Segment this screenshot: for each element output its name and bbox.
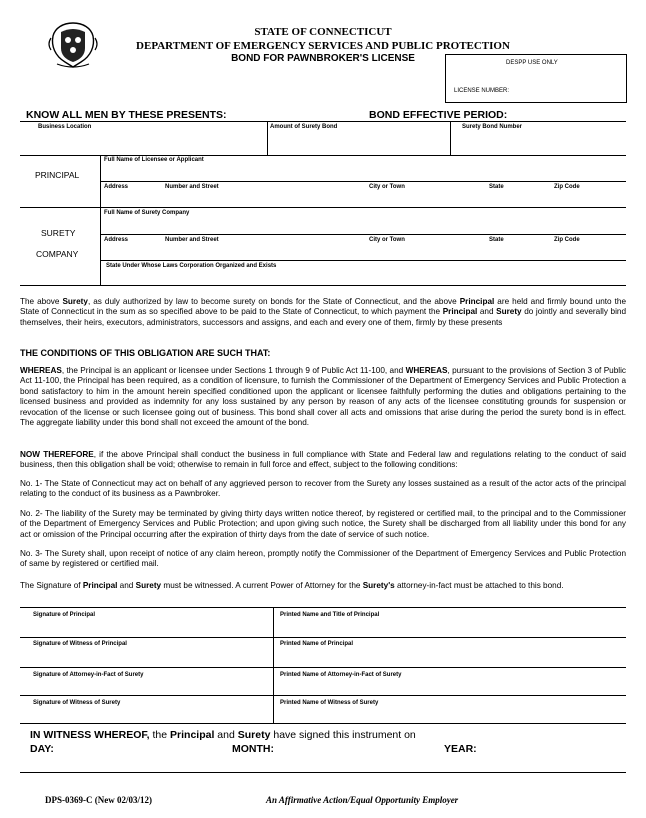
binding-paragraph: The above Surety, as duly authorized by law to become surety on bonds for the State of Connecticut, and the above Principal are held and firmly bound unto the State of Connecticut in the sum as so specified above to be paid to the State of Connecticut, to which payment the Principal and Surety do jointly and severally bind themselves, their heirs, executors, administrators, successors and assigns, and each and every one of them, firmly by these presents [20,297,626,327]
principal-witness-signature-field[interactable]: Signature of Witness of Principal [33,641,127,647]
office-use-box [445,54,627,103]
surety-witness-signature-field[interactable]: Signature of Witness of Surety [33,700,121,706]
whereas-paragraph: WHEREAS, the Principal is an applicant or licensee under Sections 1 through 9 of Public Act 11-100, and WHEREAS, pursuant to the provisions of Section 3 of Public Act 11-100, the Principal has been required, as a condition of licensure, to furnish the Commissioner of the Department of Emergency Services and Public Protection a bond satisfactory to him in the amount herein specified conditioned upon the applicant or licensee faithfully performing the duties and obligations pertaining to the licensed business and provided as indemnity for any loss sustained by any person by reason of any acts of the licensee constituting grounds for suspension or revocation of the license or such licensee going out of business. This bond shall cover all acts and omissions that arise during the period the surety bond is in effect. The aggregate liability under this bond shall not exceed the amount of the bond. [20,366,626,428]
surety-name-field[interactable]: Full Name of Surety Company [104,210,190,216]
surety-street-label: Number and Street [165,237,219,243]
surety-city-field[interactable]: City or Town [369,237,405,243]
year-field[interactable]: YEAR: [444,743,477,755]
conditions-heading: THE CONDITIONS OF THIS OBLIGATION ARE SUCH THAT: [20,348,271,358]
bond-number-field[interactable]: Surety Bond Number [462,124,523,130]
state-title: STATE OF CONNECTICUT [254,26,392,38]
know-all-heading: KNOW ALL MEN BY THESE PRESENTS: [26,109,227,121]
license-number-field[interactable]: LICENSE NUMBER: [454,88,510,94]
principal-name-field[interactable]: Full Name of Licensee or Applicant [104,157,204,163]
company-label: COMPANY [36,249,79,259]
principal-printed-name-field[interactable]: Printed Name of Principal [280,641,354,647]
condition-3: No. 3- The Surety shall, upon receipt of notice of any claim hereon, promptly notify the Commissioner of the Department of Emergency Services and Public Protection of same by registered or certified mail. [20,549,626,569]
principal-city-field[interactable]: City or Town [369,184,405,190]
surety-label: SURETY [41,228,76,238]
principal-address-field[interactable]: Address [104,184,129,190]
effective-period-heading: BOND EFFECTIVE PERIOD: [369,109,508,121]
surety-state-field[interactable]: State [489,237,504,243]
surety-witness-printed-name-field[interactable]: Printed Name of Witness of Surety [280,700,379,706]
witness-statement: IN WITNESS WHEREOF, the Principal and Surety have signed this instrument on [30,729,416,741]
signature-instructions: The Signature of Principal and Surety must be witnessed. A current Power of Attorney for the Surety's attorney-in-fact must be attached to this bond. [20,581,564,590]
employer-statement: An Affirmative Action/Equal Opportunity Employer [266,795,459,805]
office-use-label: DESPP USE ONLY [506,60,558,66]
form-number: DPS-0369-C (New 02/03/12) [45,795,152,805]
condition-2: No. 2- The liability of the Surety may be terminated by giving thirty days written notice thereof, by registered or certified mail, to the principal and to the Commissioner of the Department of Emergency Services and Public Protection; and upon giving such notice, the Surety shall be discharged from all liability under this bond for any act or omission of the Principal occurring after the expiration of thirty days from the date of service of such notice. [20,509,626,539]
attorney-printed-name-field[interactable]: Printed Name of Attorney-in-Fact of Surety [280,672,402,678]
principal-state-field[interactable]: State [489,184,504,190]
surety-zip-field[interactable]: Zip Code [554,237,580,243]
attorney-signature-field[interactable]: Signature of Attorney-in-Fact of Surety [33,672,144,678]
principal-signature-field[interactable]: Signature of Principal [33,612,96,618]
now-therefore-paragraph: NOW THEREFORE, if the above Principal shall conduct the business in full compliance with State and Federal law and regulations relating to the conduct of said business, then this obligation shall be void; otherwise to remain in full force and effect, subject to the following conditions: [20,450,626,470]
surety-state-laws-field[interactable]: State Under Whose Laws Corporation Organized and Exists [106,263,277,269]
bond-amount-field[interactable]: Amount of Surety Bond [270,124,338,130]
principal-zip-field[interactable]: Zip Code [554,184,580,190]
principal-label: PRINCIPAL [35,170,80,180]
surety-address-field[interactable]: Address [104,237,129,243]
month-field[interactable]: MONTH: [232,743,274,755]
business-location-field[interactable]: Business Location [38,124,92,130]
principal-printed-name-title-field[interactable]: Printed Name and Title of Principal [280,612,380,618]
day-field[interactable]: DAY: [30,743,54,755]
form-title: BOND FOR PAWNBROKER'S LICENSE [231,53,415,64]
department-title: DEPARTMENT OF EMERGENCY SERVICES AND PUBLIC PROTECTION [136,40,510,52]
condition-1: No. 1- The State of Connecticut may act on behalf of any aggrieved person to recover from the Surety any losses sustained as a result of the actor acts of the principal relating to the conduct of its business as a Pawnbroker. [20,479,626,499]
principal-street-label: Number and Street [165,184,219,190]
